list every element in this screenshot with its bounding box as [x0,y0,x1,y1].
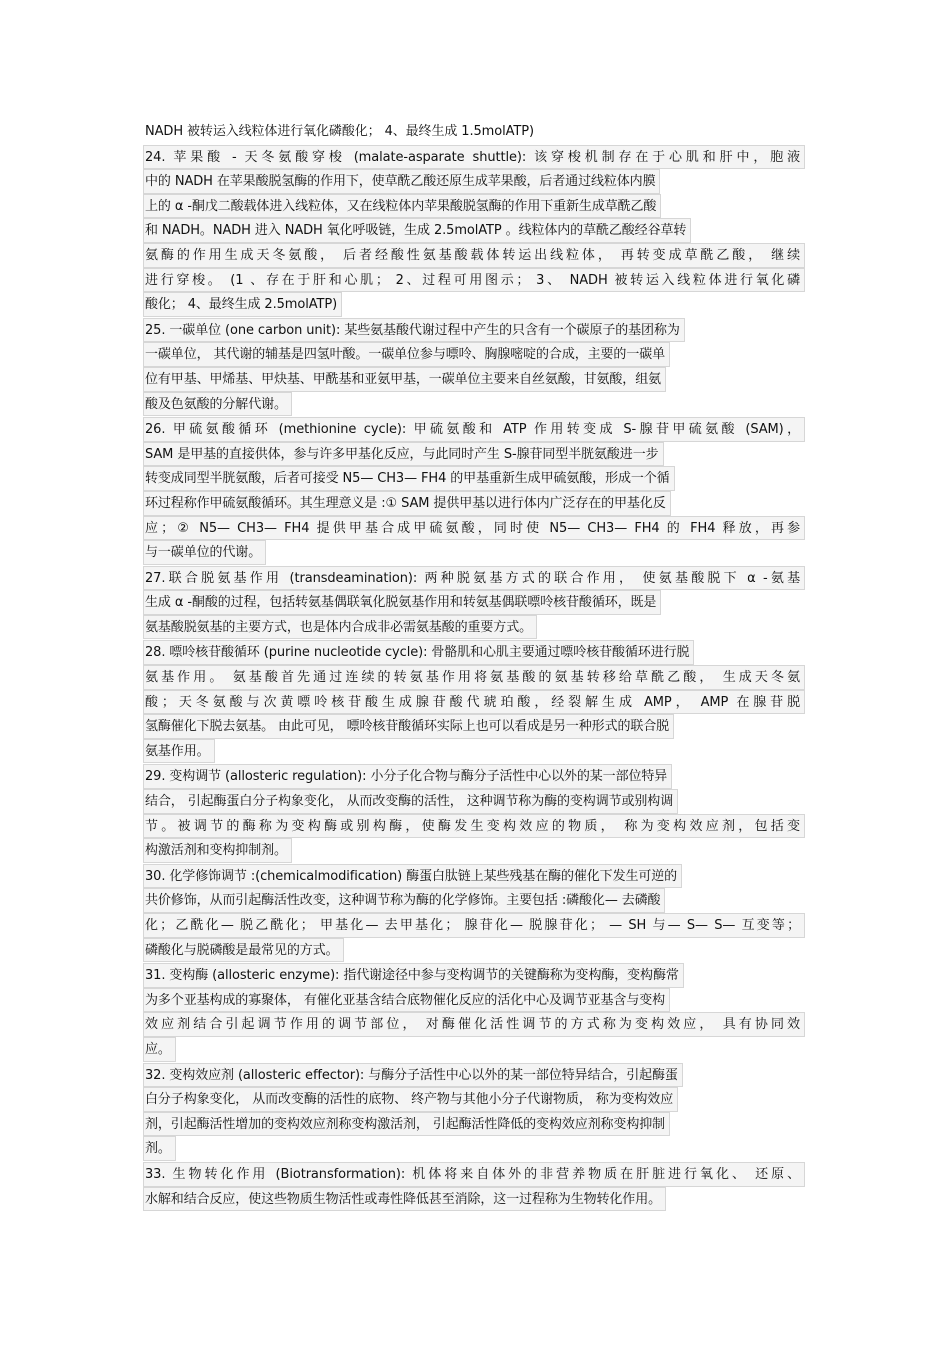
entry-text-line: 进行穿梭。 (1 、存在于肝和心肌； 2、过程可用图示； 3、 NADH 被转运入线粒体进行氧化磷 [143,268,805,293]
glossary-entry-nadh-fragment [143,119,807,144]
entry-heading-line: 24. 苹果酸 - 天冬氨酸穿梭 (malate-asparate shuttle): 该穿梭机制存在于心肌和肝中，胞液 [143,145,805,170]
entry-heading-line: 27.联合脱氨基作用 (transdeamination): 两种脱氨基方式的联合作用， 使氨基酸脱下 α -氨基 [143,566,805,591]
glossary-entry-term-32 [143,1063,807,1161]
glossary-entry-term-26 [143,417,807,565]
entry-text-line: 剂。 [143,1136,176,1161]
entry-text-line: 氨基酸脱氨基的主要方式，也是体内合成非必需氨基酸的重要方式。 [143,615,537,640]
entry-text-line: 白分子构象变化， 从而改变酶的活性的底物、 终产物与其他小分子代谢物质， 称为变构效应 [143,1087,678,1112]
entry-heading-line: 32. 变构效应剂 (allosteric effector): 与酶分子活性中心以外的某一部位特异结合，引起酶蛋 [143,1063,683,1088]
entry-text-line: 剂，引起酶活性增加的变构效应剂称变构激活剂， 引起酶活性降低的变构效应剂称变构抑制 [143,1112,670,1137]
entry-text-line: 构激活剂和变构抑制剂。 [143,838,292,863]
entry-text-line: 应。 [143,1037,176,1062]
entry-text-line: 环过程称作甲硫氨酸循环。其生理意义是 :① SAM 提供甲基以进行体内广泛存在的甲基化反 [143,491,671,516]
glossary-entry-term-24 [143,145,807,317]
entry-text-line: 磷酸化与脱磷酸是最常见的方式。 [143,938,344,963]
entry-heading-line: 29. 变构调节 (allosteric regulation): 小分子化合物与酶分子活性中心以外的某一部位特异 [143,764,672,789]
entry-text-line: 生成 α -酮酸的过程，包括转氨基偶联氧化脱氨基作用和转氨基偶联嘌呤核苷酸循环，既是 [143,590,661,615]
entry-text-line: 共价修饰，从而引起酶活性改变，这种调节称为酶的化学修饰。主要包括 :磷酸化— 去磷酸 [143,888,665,913]
entry-heading-line: 30. 化学修饰调节 :(chemicalmodification) 酶蛋白肽链上某些残基在酶的催化下发生可逆的 [143,864,682,889]
entry-text-line: 氨基作用。 氨基酸首先通过连续的转氨基作用将氨基酸的氨基转移给草酰乙酸， 生成天冬氨 [143,665,805,690]
entry-text-line: 酸及色氨酸的分解代谢。 [143,392,292,417]
entry-text-line: 酸化； 4、最终生成 2.5molATP) [143,292,342,317]
entry-heading-line: NADH 被转运入线粒体进行氧化磷酸化； 4、最终生成 1.5molATP) [145,124,534,139]
entry-text-line: SAM 是甲基的直接供体，参与许多甲基化反应，与此同时产生 S-腺苷同型半胱氨酸进一步 [143,442,664,467]
glossary-entry-term-28 [143,640,807,763]
entry-text-line: 为多个亚基构成的寡聚体， 有催化亚基含结合底物催化反应的活化中心及调节亚基含与变构 [143,988,670,1013]
glossary-entry-term-29 [143,764,807,862]
entry-text-line: 结合， 引起酶蛋白分子构象变化， 从而改变酶的活性， 这种调节称为酶的变构调节或别构调 [143,789,678,814]
entry-heading-line: 26. 甲硫氨酸循环 (methionine cycle): 甲硫氨酸和 ATP 作用转变成 S-腺苷甲硫氨酸 (SAM)， [143,417,805,442]
entry-text-line: 转变成同型半胱氨酸，后者可接受 N5— CH3— FH4 的甲基重新生成甲硫氨酸，形成一个循 [143,466,675,491]
entry-text-line: 位有甲基、甲烯基、甲炔基、甲酰基和亚氨甲基，一碳单位主要来自丝氨酸，甘氨酸，组氨 [143,367,666,392]
entry-heading-line: 25. 一碳单位 (one carbon unit): 某些氨基酸代谢过程中产生的只含有一个碳原子的基团称为 [143,318,685,343]
entry-text-line: 氢酶催化下脱去氨基。 由此可见， 嘌呤核苷酸循环实际上也可以看成是另一种形式的联合脱 [143,714,674,739]
entry-text-line: 节。被调节的酶称为变构酶或别构酶，使酶发生变构效应的物质， 称为变构效应剂，包括变 [143,814,805,839]
entry-text-line: 一碳单位， 其代谢的辅基是四氢叶酸。一碳单位参与嘌呤、胸腺嘧啶的合成，主要的一碳单 [143,342,670,367]
entry-text-line: 中的 NADH 在苹果酸脱氢酶的作用下，使草酰乙酸还原生成苹果酸，后者通过线粒体内膜 [143,169,660,194]
glossary-entry-term-31 [143,963,807,1061]
entry-text-line: 化；乙酰化— 脱乙酰化； 甲基化— 去甲基化； 腺苷化— 脱腺苷化； — SH 与— S— S— 互变等； [143,913,805,938]
entry-heading-line: 28. 嘌呤核苷酸循环 (purine nucleotide cycle): 骨骼肌和心肌主要通过嘌呤核苷酸循环进行脱 [143,640,694,665]
glossary-entry-term-27 [143,566,807,640]
entry-text-line: 和 NADH。NADH 进入 NADH 氧化呼吸链，生成 2.5molATP 。线粒体内的草酰乙酸经谷草转 [143,218,691,243]
entry-text-line: 氨酶的作用生成天冬氨酸， 后者经酸性氨基酸载体转运出线粒体， 再转变成草酰乙酸， 继续 [143,243,805,268]
entry-text-line: 应；② N5— CH3— FH4 提供甲基合成甲硫氨酸，同时使 N5— CH3— FH4 的 FH4 释放，再参 [143,516,805,541]
entry-text-line: 效应剂结合引起调节作用的调节部位， 对酶催化活性调节的方式称为变构效应， 具有协同效 [143,1012,805,1037]
glossary-entry-term-25 [143,318,807,416]
entry-text-line: 氨基作用。 [143,739,215,764]
entry-text-line: 水解和结合反应，使这些物质生物活性或毒性降低甚至消除，这一过程称为生物转化作用。 [143,1187,666,1212]
entry-heading-line: 31. 变构酶 (allosteric enzyme): 指代谢途径中参与变构调节的关键酶称为变构酶，变构酶常 [143,963,684,988]
glossary-entry-term-33 [143,1162,807,1211]
glossary-text-body [143,119,807,1212]
entry-heading-line: 33. 生物转化作用 (Biotransformation): 机体将来自体外的非营养物质在肝脏进行氧化、 还原、 [143,1162,805,1187]
entry-text-line: 酸；天冬氨酸与次黄嘌呤核苷酸生成腺苷酸代琥珀酸，经裂解生成 AMP， AMP 在腺苷脱 [143,690,805,715]
glossary-entry-term-30 [143,864,807,962]
entry-text-line: 上的 α -酮戊二酸载体进入线粒体，又在线粒体内苹果酸脱氢酶的作用下重新生成草酰乙酸 [143,194,661,219]
entry-text-line: 与一碳单位的代谢。 [143,540,266,565]
